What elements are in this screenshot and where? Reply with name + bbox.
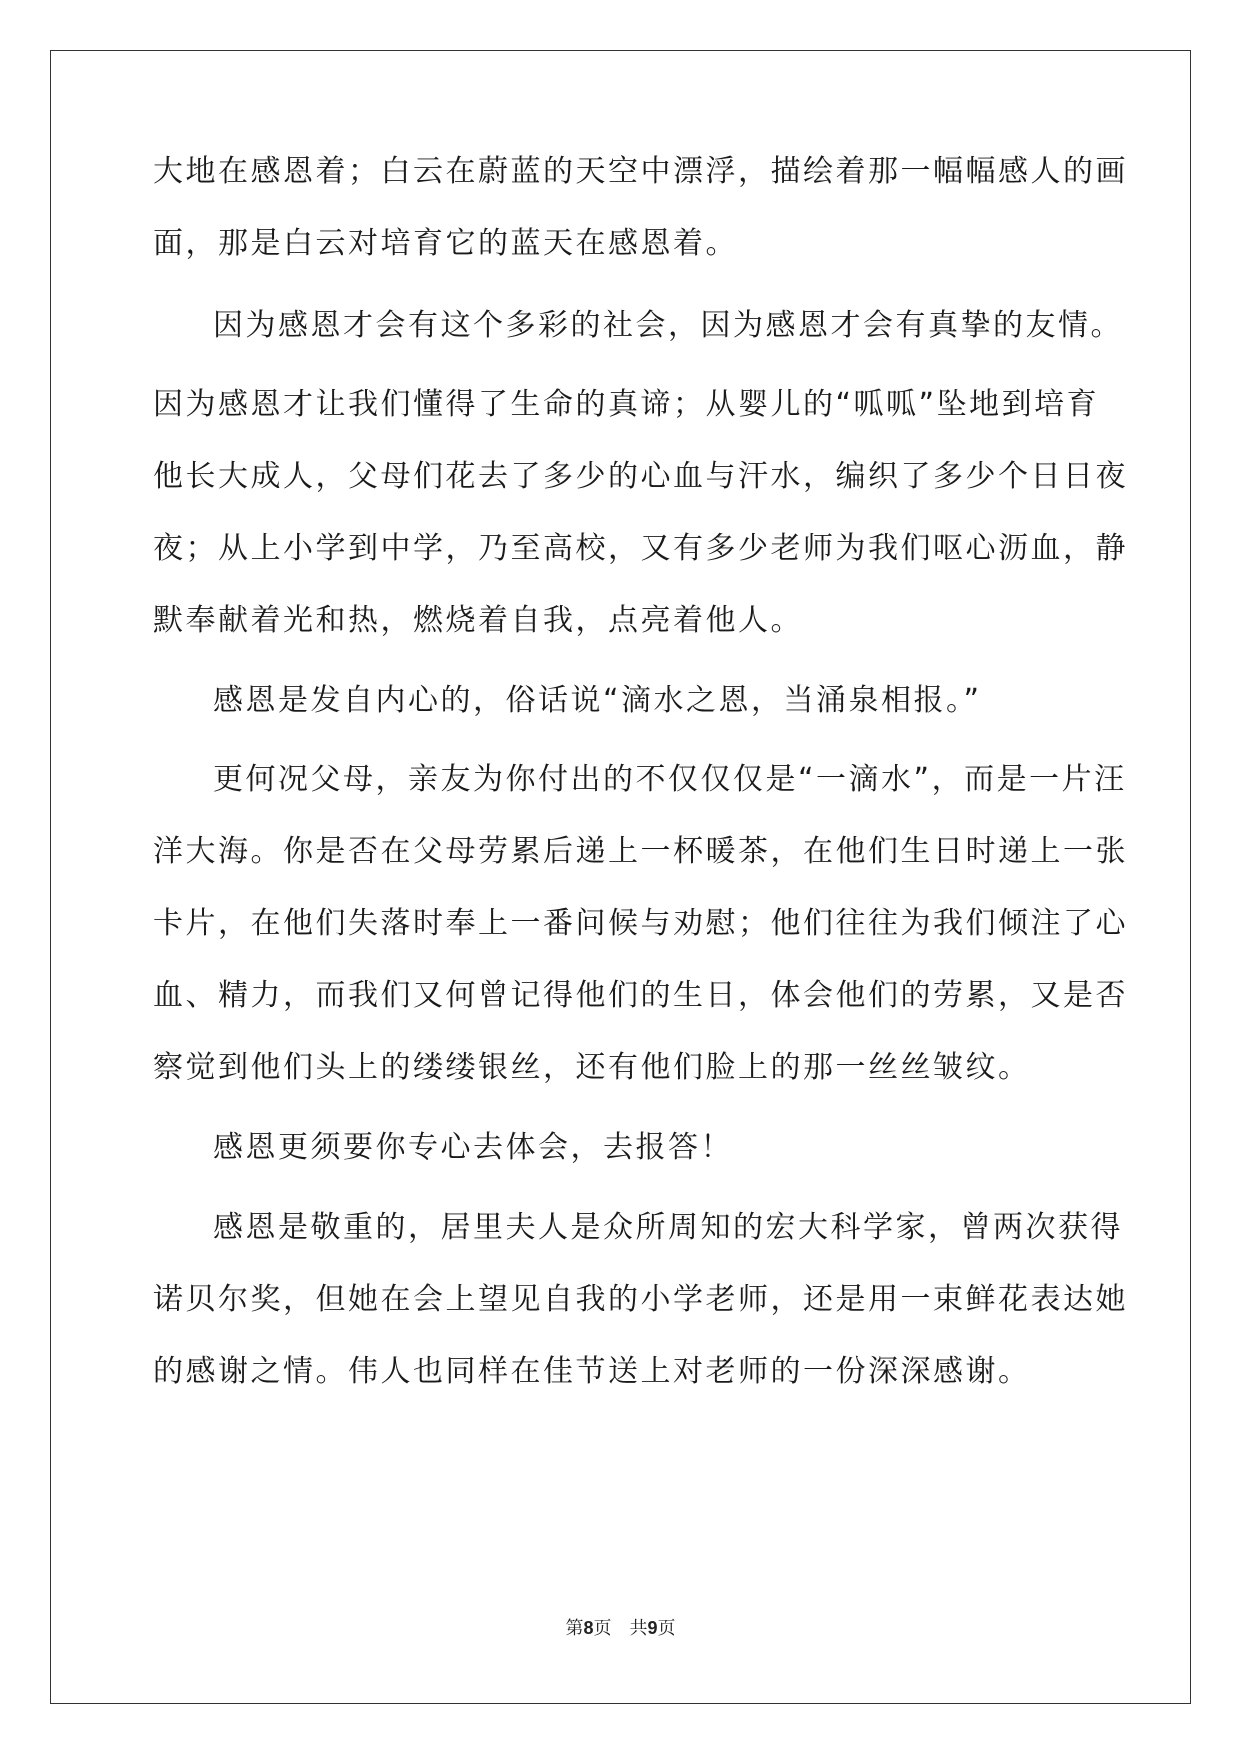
paragraph-first-line: 感恩更须要你专心去体会，去报答！: [213, 1130, 733, 1165]
total-page-count: 9: [647, 1618, 658, 1638]
text-line: 卡片，在他们失落时奉上一番问候与劝慰；他们往往为我们倾注了心: [153, 906, 1128, 941]
footer-suffix: 页: [657, 1618, 676, 1639]
text-line: 诺贝尔奖，但她在会上望见自我的小学老师，还是用一束鲜花表达她: [153, 1282, 1128, 1317]
text-line: 察觉到他们头上的缕缕银丝，还有他们脸上的那一丝丝皱纹。: [153, 1050, 1031, 1085]
current-page-number: 8: [583, 1618, 594, 1638]
footer-mid: 页 共: [593, 1618, 648, 1639]
paragraph-first-line: 感恩是发自内心的，俗话说“滴水之恩，当涌泉相报。”: [213, 683, 982, 718]
text-line: 的感谢之情。伟人也同样在佳节送上对老师的一份深深感谢。: [153, 1354, 1031, 1389]
text-line: 大地在感恩着；白云在蔚蓝的天空中漂浮，描绘着那一幅幅感人的画: [153, 154, 1128, 189]
footer-prefix: 第: [565, 1618, 584, 1639]
paragraph-first-line: 感恩是敬重的，居里夫人是众所周知的宏大科学家，曾两次获得: [213, 1210, 1123, 1245]
text-line: 面，那是白云对培育它的蓝天在感恩着。: [153, 226, 738, 261]
page-border: [50, 50, 1191, 1704]
text-line: 他长大成人，父母们花去了多少的心血与汗水，编织了多少个日日夜: [153, 459, 1128, 494]
paragraph-first-line: 更何况父母，亲友为你付出的不仅仅仅是“一滴水”，而是一片汪: [213, 762, 1127, 797]
text-line: 夜；从上小学到中学，乃至高校，又有多少老师为我们呕心沥血，静: [153, 531, 1128, 566]
text-line: 因为感恩才让我们懂得了生命的真谛；从婴儿的“呱呱”坠地到培育: [153, 387, 1100, 422]
text-line: 默奉献着光和热，燃烧着自我，点亮着他人。: [153, 603, 803, 638]
paragraph-first-line: 因为感恩才会有这个多彩的社会，因为感恩才会有真挚的友情。: [213, 308, 1123, 343]
text-line: 洋大海。你是否在父母劳累后递上一杯暖茶，在他们生日时递上一张: [153, 834, 1128, 869]
page-footer: [0, 1614, 1241, 1640]
text-line: 血、精力，而我们又何曾记得他们的生日，体会他们的劳累，又是否: [153, 978, 1128, 1013]
